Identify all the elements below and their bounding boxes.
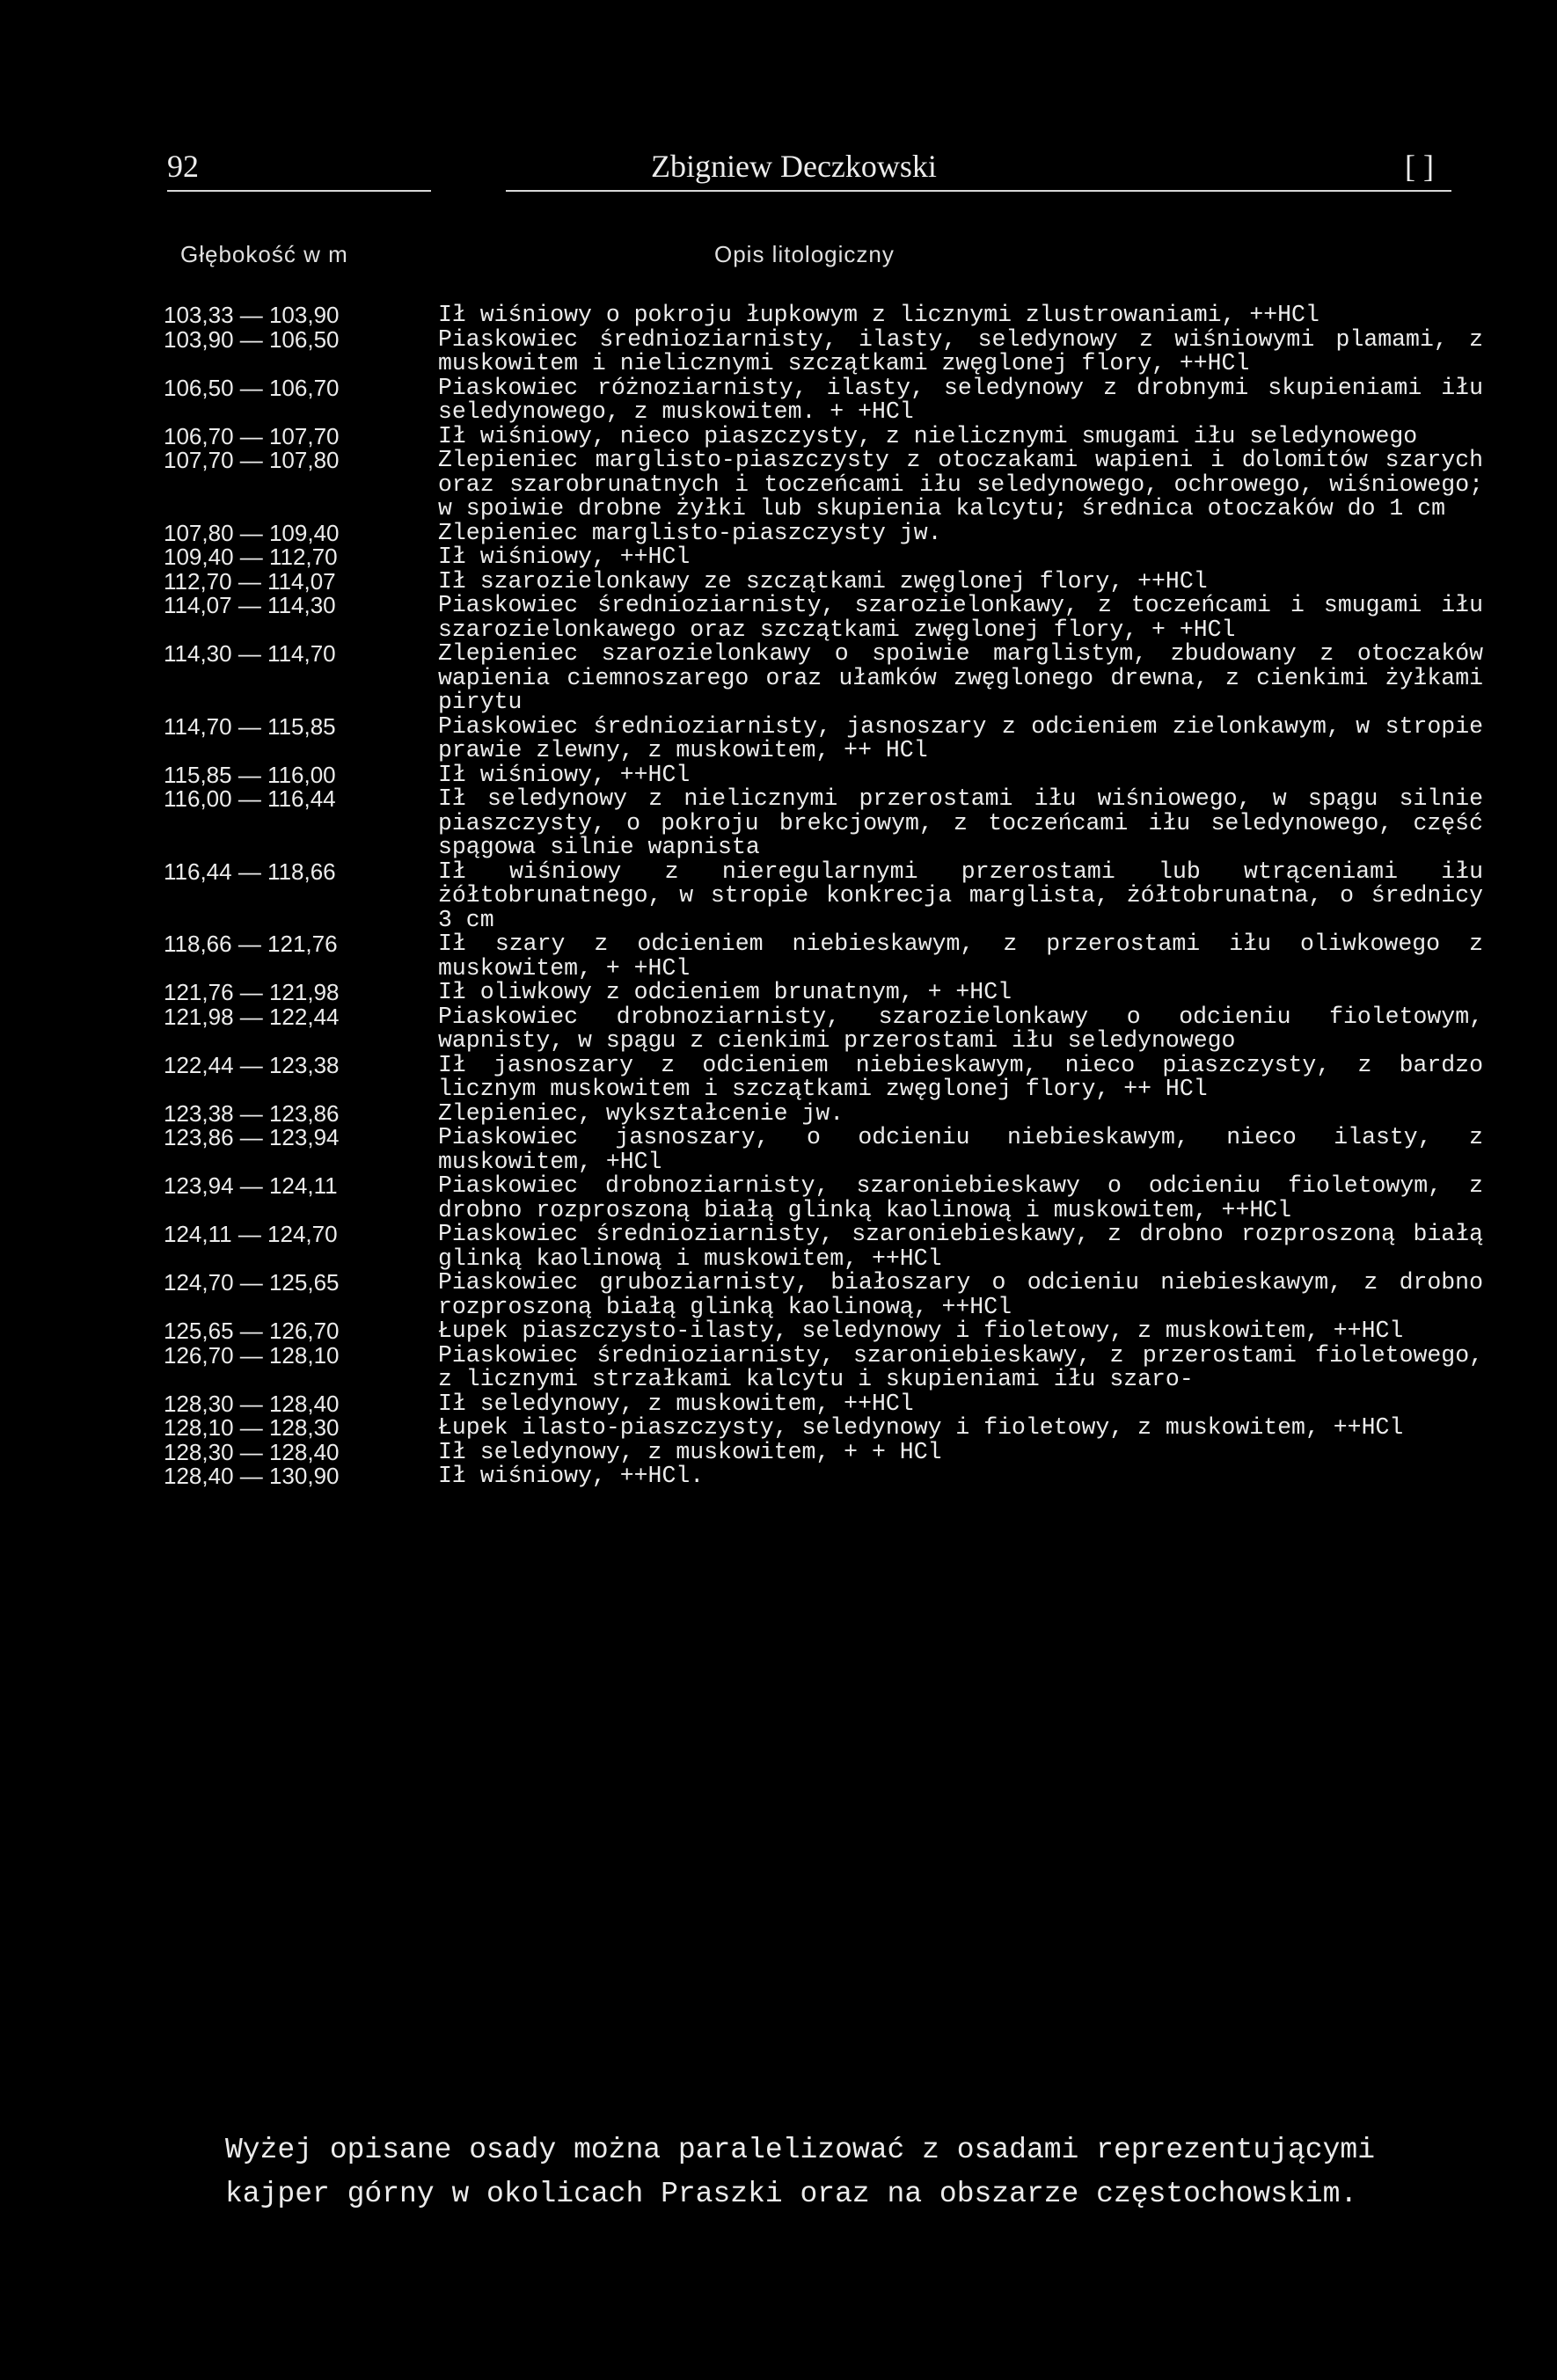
depth-range: 118,66 — 121,76 [164,931,338,957]
depth-range: 123,94 — 124,11 [164,1172,338,1199]
lithology-description: Piaskowiec średnioziarnisty, szaroniebieskawy, z przerostami fioletowego, z licznymi strzałkami kalcytu i skupieniami iłu szaro- [438,1341,1483,1392]
table-row [164,1174,1483,1223]
table-row [164,1464,1483,1489]
depth-range: 122,44 — 123,38 [164,1051,340,1078]
table-row [164,763,1483,788]
depth-range: 107,70 — 107,80 [164,447,340,473]
lithology-description: Ił jasnoszary z odcieniem niebieskawym, nieco piaszczysty, z bardzo licznym muskowitem i szczątkami zwęglonej flory, ++ HCl [438,1051,1483,1102]
table-row [164,1051,1483,1102]
lithology-description: Zlepieniec marglisto-piaszczysty z otoczakami wapieni i dolomitów szarych oraz szarobrunatnych i toczeńcami iłu seledynowego, ochrowego, wiśniowego; w spoiwie drobne żyłki lub skupienia kalcytu; średnica otoczaków do 1 cm [438,447,1483,522]
lithology-description: Ił wiśniowy o pokroju łupkowym z licznymi zlustrowaniami, ++HCl [438,302,1319,328]
lithology-description: Łupek ilasto-piaszczysty, seledynowy i fioletowy, z muskowitem, ++HCl [438,1414,1404,1441]
table-row [164,1271,1483,1319]
depth-range: 128,30 — 128,40 [164,1438,340,1465]
lithology-description: Ił szarozielonkawy ze szczątkami zwęglonej flory, ++HCl [438,567,1208,595]
lithology-description: Ił seledynowy, z muskowitem, ++HCl [438,1390,914,1417]
table-row [164,981,1483,1005]
depth-range: 114,70 — 115,85 [164,712,336,740]
lithology-description: Ił wiśniowy z nieregularnymi przerostami lub wtrąceniami iłu żółtobrunatnego, w stropie konkrecja marglista, żółtobrunatna, o średnicy 3 cm [438,858,1483,933]
header-rule-left [167,190,431,192]
table-row [164,642,1483,715]
depth-range: 124,11 — 124,70 [164,1221,338,1247]
depth-range: 124,70 — 125,65 [164,1269,340,1296]
depth-range: 125,65 — 126,70 [164,1318,340,1344]
lithology-description: Ił szary z odcieniem niebieskawym, z przerostami iłu oliwkowego z muskowitem, + +HCl [438,931,1483,982]
table-row [164,422,1483,449]
lithology-description: Ił wiśniowy, nieco piaszczysty, z nielicznymi smugami iłu seledynowego [438,422,1418,449]
lithology-description: Ił seledynowy, z muskowitem, + + HCl [438,1438,942,1465]
table-row [164,787,1483,860]
lithology-description: Ił wiśniowy, ++HCl. [438,1463,705,1489]
lithology-description: Ił seledynowy z nielicznymi przerostami iłu wiśniowego, w spągu silnie piaszczysty, o pokroju brekcjowym, z toczeńcami iłu seledynowego, część spągowa silnie wapnista [438,785,1483,860]
column-header-depth: Głębokość w m [180,241,348,267]
depth-range: 106,50 — 106,70 [164,374,340,401]
table-row [164,1099,1483,1127]
header-rule-right [506,190,1451,192]
depth-range: 128,30 — 128,40 [164,1390,340,1417]
table-row [164,594,1483,642]
table-row [164,1319,1483,1344]
lithology-description: Piaskowiec średnioziarnisty, jasnoszary z odcieniem zielonkawym, w stropie prawie zlewny, z muskowitem, ++ HCl [438,712,1483,763]
depth-range: 116,44 — 118,66 [164,858,336,885]
depth-range: 115,85 — 116,00 [164,761,336,788]
lithology-description: Piaskowiec jasnoszary, o odcieniu niebieskawym, nieco ilasty, z muskowitem, +HCl [438,1124,1483,1175]
table-row [164,712,1483,763]
lithology-description: Piaskowiec gruboziarnisty, białoszary o odcieniu niebieskawym, z drobno rozproszoną białą glinką kaolinową, ++HCl [438,1269,1483,1320]
depth-range: 103,33 — 103,90 [164,302,340,328]
table-row [164,325,1483,376]
lithology-description: Piaskowiec średnioziarnisty, ilasty, seledynowy z wiśniowymi plamami, z muskowitem i nielicznymi szczątkami zwęglonej flory, ++HCl [438,325,1483,376]
page-number: 92 [167,149,199,184]
table-row [164,1416,1483,1441]
table-row [164,303,1483,328]
depth-range: 116,00 — 116,44 [164,785,336,812]
depth-range: 121,76 — 121,98 [164,979,340,1005]
table-row [164,567,1483,595]
depth-range: 107,80 — 109,40 [164,519,340,546]
table-row [164,860,1483,933]
depth-range: 128,40 — 130,90 [164,1463,340,1489]
table-row [164,1438,1483,1465]
depth-range: 114,30 — 114,70 [164,640,336,667]
depth-range: 126,70 — 128,10 [164,1341,340,1369]
depth-range: 112,70 — 114,07 [164,567,336,595]
table-row [164,449,1483,522]
lithology-table [164,303,1483,1489]
author-name: Zbigniew Deczkowski [651,149,937,184]
table-row [164,376,1483,425]
lithology-description: Ił wiśniowy, ++HCl [438,544,691,570]
lithology-description: Piaskowiec różnoziarnisty, ilasty, seledynowy z drobnymi skupieniami iłu seledynowego, z muskowitem. + +HCl [438,374,1483,425]
depth-range: 123,86 — 123,94 [164,1124,340,1150]
lithology-description: Zlepieniec marglisto-piaszczysty jw. [438,519,942,546]
table-row [164,1005,1483,1054]
column-header-description: Opis litologiczny [714,241,895,267]
header-bracket: [ ] [1405,149,1434,184]
lithology-description: Piaskowiec drobnoziarnisty, szarozielonkawy o odcieniu fioletowym, wapnisty, w spągu z cienkimi przerostami iłu seledynowego [438,1003,1483,1054]
table-row [164,519,1483,546]
depth-range: 128,10 — 128,30 [164,1414,340,1441]
lithology-description: Łupek piaszczysto-ilasty, seledynowy i fioletowy, z muskowitem, ++HCl [438,1318,1404,1344]
lithology-description: Zlepieniec szarozielonkawy o spoiwie marglistym, zbudowany z otoczaków wapienia ciemnoszarego oraz ułamków zwęglonego drewna, z cienkimi żyłkami pirytu [438,640,1483,715]
running-header [167,148,1434,192]
table-row [164,1341,1483,1392]
lithology-description: Piaskowiec średnioziarnisty, szaroniebieskawy, z drobno rozproszoną białą glinką kaolinową i muskowitem, ++HCl [438,1221,1483,1272]
lithology-description: Zlepieniec, wykształcenie jw. [438,1099,844,1127]
depth-range: 106,70 — 107,70 [164,422,340,449]
depth-range: 109,40 — 112,70 [164,544,338,570]
table-row [164,1392,1483,1417]
depth-range: 123,38 — 123,86 [164,1099,340,1127]
table-row [164,1223,1483,1271]
lithology-description: Ił oliwkowy z odcieniem brunatnym, + +HCl [438,979,1012,1005]
depth-range: 114,07 — 114,30 [164,592,336,618]
table-row [164,932,1483,981]
table-row [164,1126,1483,1174]
lithology-description: Ił wiśniowy, ++HCl [438,761,691,788]
depth-range: 103,90 — 106,50 [164,325,340,353]
lithology-description: Piaskowiec średnioziarnisty, szarozielonkawy, z toczeńcami i smugami iłu szarozielonkawego oraz szczątkami zwęglonej flory, + +HCl [438,592,1483,643]
table-row [164,545,1483,570]
lithology-description: Piaskowiec drobnoziarnisty, szaroniebieskawy o odcieniu fioletowym, z drobno rozproszoną białą glinką kaolinową i muskowitem, ++HCl [438,1172,1483,1223]
closing-paragraph: Wyżej opisane osady można paralelizować z osadami reprezentującymi kajper górny w okolicach Praszki oraz na obszarze częstochowskim. [225,2134,1376,2210]
depth-range: 121,98 — 122,44 [164,1003,340,1030]
